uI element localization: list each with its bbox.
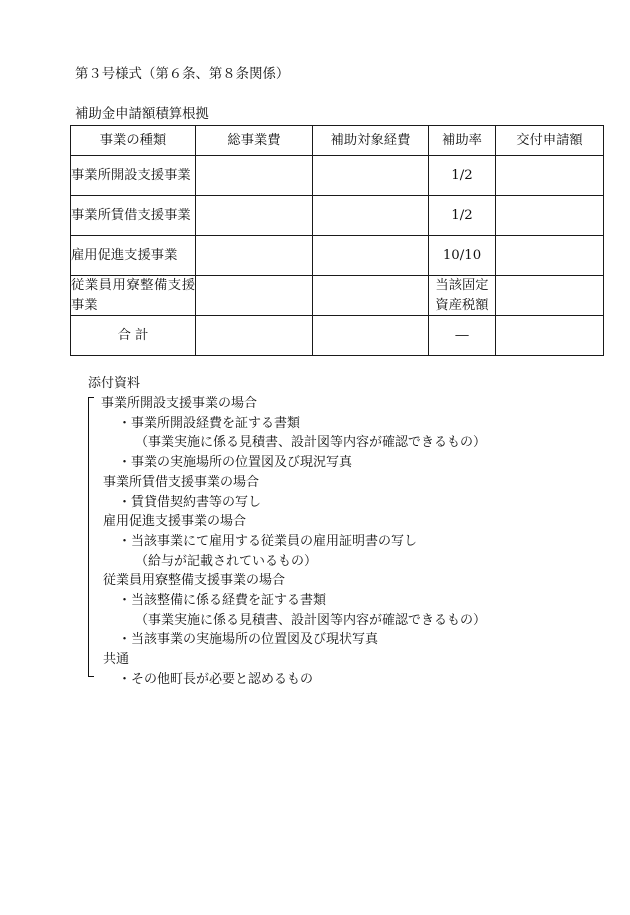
attachment-section-heading: 従業員用寮整備支援事業の場合 [103,573,286,589]
cell-subsidy-rate: 10/10 [429,236,496,276]
cell-business-type: 事業所開設支援事業 [71,156,196,196]
attachment-item: ・事業所開設経費を証する書類 [118,415,301,431]
attachment-item-note: （事業実施に係る見積書、設計図等内容が確認できるもの） [135,612,487,628]
attachment-item: ・賃貸借契約書等の写し [118,494,262,510]
cell-application-amount [496,276,604,316]
attachments-list [0,394,486,690]
cell-total-cost [196,196,313,236]
cell-application-amount [496,196,604,236]
cell-business-type: 従業員用寮整備支援事業 [71,276,196,316]
cell-eligible-cost [313,276,429,316]
cell-application-amount [496,236,604,276]
header-application-amount: 交付申請額 [496,126,604,156]
attachment-section-heading: 雇用促進支援事業の場合 [103,514,247,530]
table-row [71,196,604,236]
attachment-item: ・当該事業の実施場所の位置図及び現状写真 [118,632,379,648]
cell-eligible-cost [313,196,429,236]
attachment-item: ・その他町長が必要と認めるもの [118,671,314,687]
attachment-section-heading: 共通 [103,652,130,668]
cell-eligible-cost [313,316,429,356]
cell-total-cost [196,156,313,196]
header-subsidy-rate: 補助率 [429,126,496,156]
table-row [71,236,604,276]
cell-total-cost [196,276,313,316]
subsidy-estimate-table [70,125,604,356]
cell-application-amount [496,156,604,196]
attachment-item: ・当該事業にて雇用する従業員の雇用証明書の写し [118,533,418,549]
form-number: 第３号様式（第６条、第８条関係） [75,67,290,82]
cell-total-cost [196,236,313,276]
header-business-type: 事業の種類 [71,126,196,156]
cell-total-label: 合 計 [71,316,196,356]
attachment-item: ・当該整備に係る経費を証する書類 [118,593,327,609]
attachment-item-note: （給与が記載されているもの） [135,553,318,569]
cell-business-type: 事業所賃借支援事業 [71,196,196,236]
attachment-section-heading: 事業所賃借支援事業の場合 [103,474,260,490]
cell-application-amount [496,316,604,356]
header-total-cost: 総事業費 [196,126,313,156]
header-eligible-cost: 補助対象経費 [313,126,429,156]
table-row [71,156,604,196]
cell-business-type: 雇用促進支援事業 [71,236,196,276]
table-header-row [71,126,604,156]
cell-subsidy-rate: 1/2 [429,196,496,236]
cell-eligible-cost [313,156,429,196]
cell-subsidy-rate: 当該固定資産税額 [429,276,496,316]
table-row [71,276,604,316]
attachment-item: ・事業の実施場所の位置図及び現況写真 [118,455,353,471]
cell-eligible-cost [313,236,429,276]
cell-subsidy-rate: 1/2 [429,156,496,196]
cell-total-cost [196,316,313,356]
attachments-title: 添付資料 [88,376,141,391]
table-title: 補助金申請額積算根拠 [75,107,209,122]
attachment-section-heading: 事業所開設支援事業の場合 [101,396,258,411]
attachment-item-note: （事業実施に係る見積書、設計図等内容が確認できるもの） [135,435,487,451]
table-total-row [71,316,604,356]
cell-subsidy-rate: ― [429,316,496,356]
